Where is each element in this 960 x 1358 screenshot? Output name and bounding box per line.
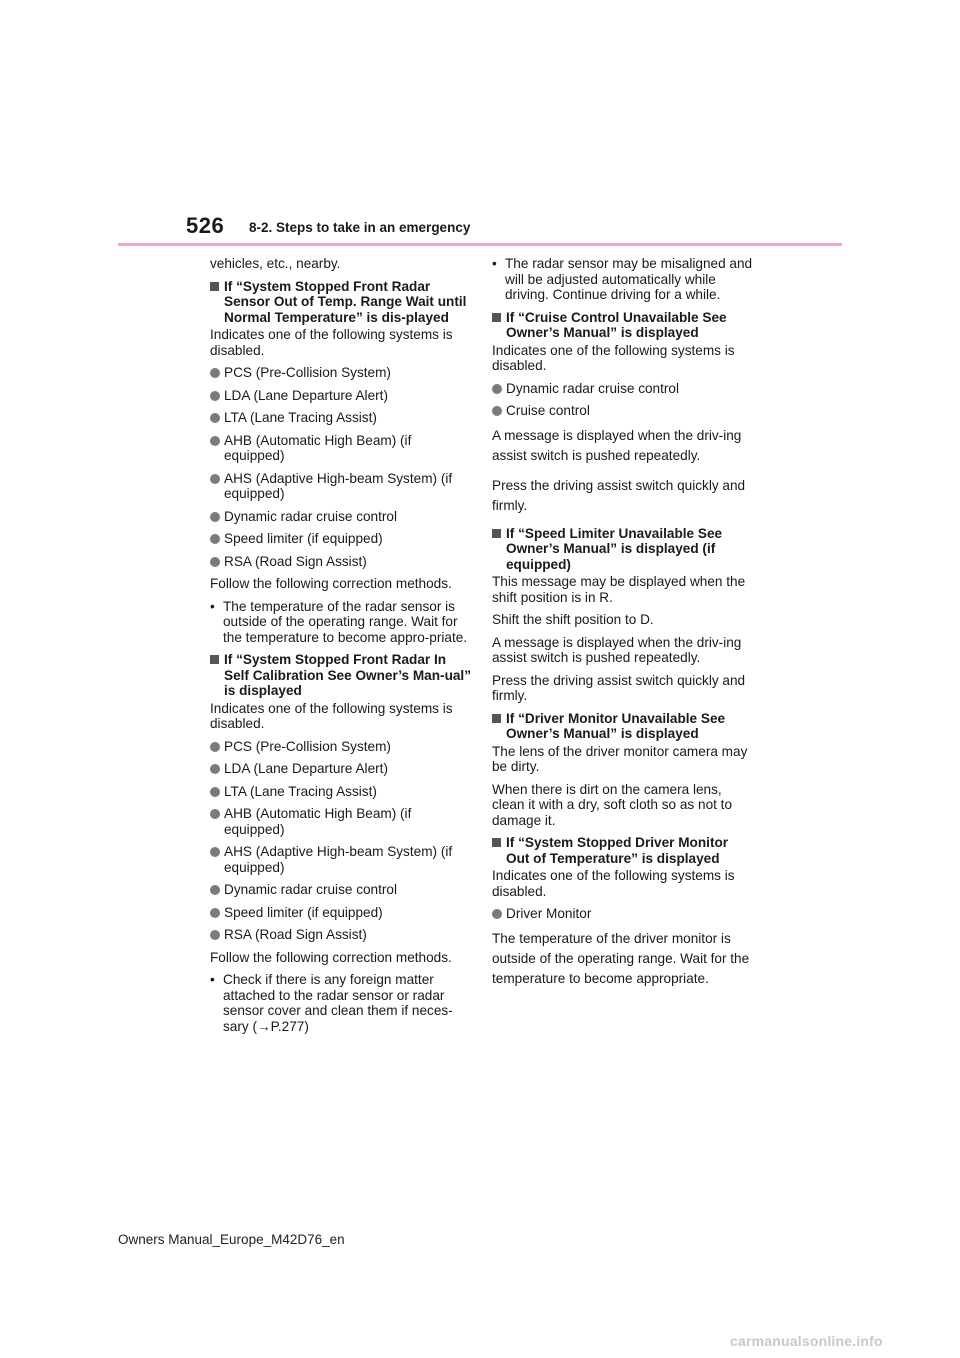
heading-text: If “System Stopped Front Radar In Self Calibration See Owner’s Man-ual” is displayed <box>224 652 472 698</box>
round-bullet-icon <box>210 885 220 895</box>
section-description: Indicates one of the following systems is disabled. <box>210 327 453 358</box>
round-bullet-icon <box>210 391 220 401</box>
correction-item <box>210 972 472 1034</box>
heading-text: If “Speed Limiter Unavailable See Owner’s Manual” is displayed (if equipped) <box>506 525 723 572</box>
section-description: Indicates one of the following systems is disabled. <box>492 868 735 899</box>
list-item: AHB (Automatic High Beam) (if equipped) <box>210 433 472 464</box>
round-bullet-icon <box>492 406 502 416</box>
section-heading <box>492 526 754 573</box>
list-item: PCS (Pre-Collision System) <box>210 739 472 755</box>
list-item: RSA (Road Sign Assist) <box>210 554 472 570</box>
page-reference-link: Check if there is any foreign matter attached to the radar sensor or radar sensor cover and clean them if neces-sary (→P.277) <box>223 972 453 1034</box>
round-bullet-icon <box>210 908 220 918</box>
correction-item: • The radar sensor may be misaligned and will be adjusted automatically while driving. Continue driving for a while. <box>492 256 753 302</box>
heading-text: If “System Stopped Front Radar Sensor Out of Temp. Range Wait until Normal Temperature” is dis-played <box>224 278 467 325</box>
list-item: AHS (Adaptive High-beam System) (if equipped) <box>210 844 472 875</box>
square-bullet-icon <box>492 714 501 723</box>
dash-bullet-icon: • <box>210 972 215 987</box>
list-item: Speed limiter (if equipped) <box>210 531 472 547</box>
paragraph: Press the driving assist switch quickly and firmly. <box>492 477 746 513</box>
watermark-logo: carmanualsonline.info <box>730 1333 883 1349</box>
section-heading <box>492 711 754 742</box>
list-item: PCS (Pre-Collision System) <box>210 365 472 381</box>
round-bullet-icon <box>210 764 220 774</box>
square-bullet-icon <box>492 529 501 538</box>
paragraph: The lens of the driver monitor camera may be dirty. <box>492 743 748 774</box>
paragraph: A message is displayed when the driv-ing assist switch is pushed repeatedly. <box>492 427 742 463</box>
paragraph: A message is displayed when the driv-ing assist switch is pushed repeatedly. <box>492 634 742 665</box>
round-bullet-icon <box>492 384 502 394</box>
paragraph: This message may be displayed when the shift position is in R. <box>492 574 746 605</box>
list-item: AHS (Adaptive High-beam System) (if equipped) <box>210 471 472 502</box>
correction-item: • The temperature of the radar sensor is outside of the operating range. Wait for the temperature to become appro-priate. <box>210 598 468 645</box>
correction-intro: Follow the following correction methods. <box>210 576 452 591</box>
round-bullet-icon <box>210 368 220 378</box>
square-bullet-icon <box>492 313 501 322</box>
list-item: RSA (Road Sign Assist) <box>210 927 472 943</box>
correction-intro: Follow the following correction methods. <box>210 949 452 965</box>
list-item: LTA (Lane Tracing Assist) <box>210 410 472 426</box>
heading-text: If “Driver Monitor Unavailable See Owner’s Manual” is displayed <box>506 710 726 741</box>
round-bullet-icon <box>210 787 220 797</box>
paragraph: Shift the shift position to D. <box>492 612 654 627</box>
list-item: Cruise control <box>492 403 754 419</box>
square-bullet-icon <box>492 838 501 847</box>
right-column <box>492 256 754 993</box>
list-item: Speed limiter (if equipped) <box>210 905 472 921</box>
dash-bullet-icon: • <box>492 256 497 271</box>
paragraph: When there is dirt on the camera lens, clean it with a dry, soft cloth so as not to damage it. <box>492 781 733 828</box>
round-bullet-icon <box>210 847 220 857</box>
paragraph: Press the driving assist switch quickly and firmly. <box>492 672 746 703</box>
round-bullet-icon <box>210 512 220 522</box>
round-bullet-icon <box>210 474 220 484</box>
header-divider <box>118 243 842 246</box>
list-item: Dynamic radar cruise control <box>492 381 754 397</box>
paragraph: The temperature of the driver monitor is outside of the operating range. Wait for the temperature to become appropriate. <box>492 930 750 986</box>
list-item: LTA (Lane Tracing Assist) <box>210 784 472 800</box>
section-heading <box>210 279 472 326</box>
section-heading <box>210 652 472 699</box>
left-column <box>210 256 472 1041</box>
section-heading <box>492 310 754 341</box>
round-bullet-icon <box>210 557 220 567</box>
round-bullet-icon <box>492 909 502 919</box>
list-item: LDA (Lane Departure Alert) <box>210 388 472 404</box>
round-bullet-icon <box>210 809 220 819</box>
page-header <box>0 0 960 250</box>
list-item: AHB (Automatic High Beam) (if equipped) <box>210 806 472 837</box>
section-description: Indicates one of the following systems is disabled. <box>492 342 735 373</box>
list-item: Driver Monitor <box>492 906 754 922</box>
square-bullet-icon <box>210 655 219 664</box>
list-item: LDA (Lane Departure Alert) <box>210 761 472 777</box>
section-title: 8-2. Steps to take in an emergency <box>249 220 471 235</box>
square-bullet-icon <box>210 282 219 291</box>
round-bullet-icon <box>210 413 220 423</box>
round-bullet-icon <box>210 742 220 752</box>
section-description: Indicates one of the following systems is disabled. <box>210 700 453 731</box>
section-heading <box>492 835 754 866</box>
round-bullet-icon <box>210 534 220 544</box>
heading-text: If “Cruise Control Unavailable See Owner’s Manual” is displayed <box>506 309 727 340</box>
round-bullet-icon <box>210 436 220 446</box>
heading-text: If “System Stopped Driver Monitor Out of Temperature” is displayed <box>506 835 729 866</box>
page-number: 526 <box>186 213 225 238</box>
list-item: Dynamic radar cruise control <box>210 882 472 898</box>
document-id: Owners Manual_Europe_M42D76_en <box>118 1232 345 1247</box>
dash-bullet-icon: • <box>210 598 215 614</box>
intro-paragraph: vehicles, etc., nearby. <box>210 256 341 271</box>
list-item: Dynamic radar cruise control <box>210 509 472 525</box>
round-bullet-icon <box>210 930 220 940</box>
